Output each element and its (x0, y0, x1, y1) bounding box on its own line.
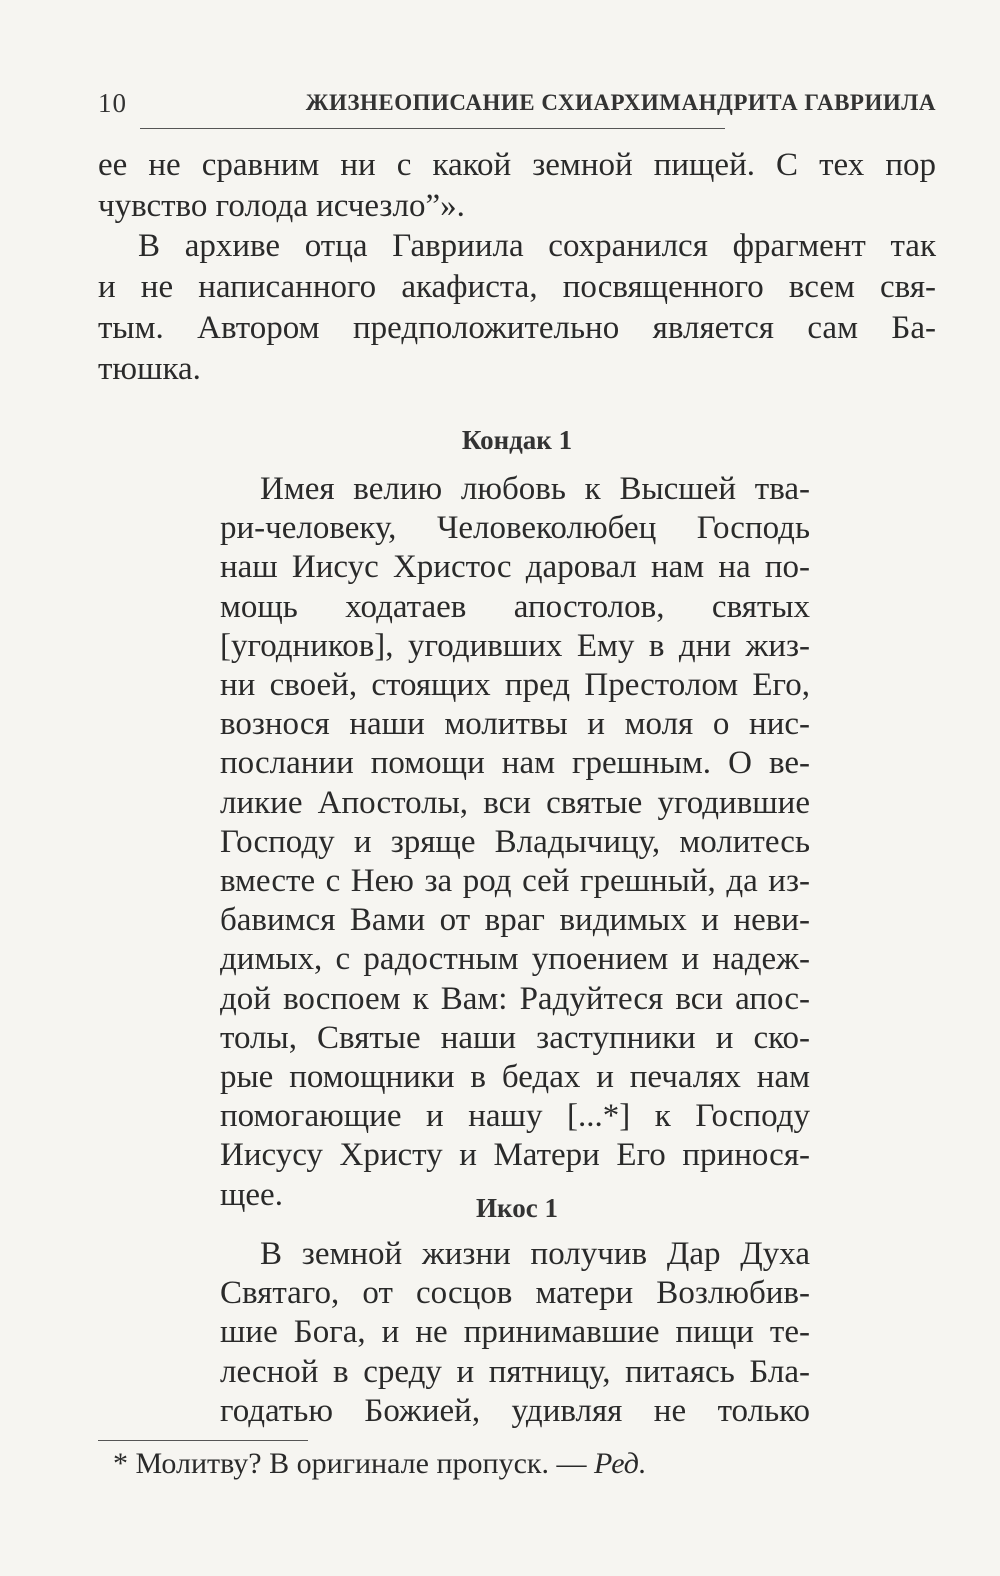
verse-line: щее. (220, 1176, 283, 1213)
footnote-text: * Молитву? В оригинале пропуск. — (113, 1447, 594, 1480)
verse-line: В земной жизни получив Дар Духа (260, 1236, 810, 1272)
verse-line: вознося наши молитвы и моля о нис- (220, 706, 810, 743)
verse-line: ни своей, стоящих пред Престолом Его, (220, 667, 810, 704)
text-line: ее не сравним ни с какой земной пищей. С тех пор (98, 147, 936, 183)
page-header (98, 88, 936, 128)
ikos-text (220, 1235, 810, 1431)
text-line: тюшка. (98, 351, 201, 387)
verse-line: Святаго, от сосцов матери Возлюбив- (220, 1275, 810, 1312)
running-head: ЖИЗНЕОПИСАНИЕ СХИАРХИМАНДРИТА ГАВРИИЛА (305, 90, 936, 115)
footnote (113, 1447, 646, 1481)
header-rule (140, 128, 725, 129)
text-line: В архиве отца Гавриила сохранился фрагмент так (138, 228, 936, 264)
verse-line: димых, с радостным упоением и надеж- (220, 941, 810, 978)
ikos-title: Икос 1 (476, 1193, 558, 1223)
intro-paragraph-2 (98, 226, 936, 390)
verse-line: ри-человеку, Человеколюбец Господь (220, 510, 810, 547)
verse-line: Господу и зряще Владычицу, молитесь (220, 823, 810, 860)
verse-line: Имея велию любовь к Высшей тва- (260, 471, 810, 507)
text-line: тым. Автором предположительно является сам Ба- (98, 310, 936, 346)
verse-line: наш Иисус Христос даровал нам на по- (220, 549, 810, 586)
verse-line: [угодников], угодивших Ему в дни жиз- (220, 627, 810, 664)
verse-line: дой воспоем к Вам: Радуйтеся вси апос- (220, 980, 810, 1017)
verse-line: годатью Божией, удивляя не только (220, 1392, 810, 1429)
kondak-text (220, 470, 810, 1215)
text-line: и не написанного акафиста, посвященного всем свя- (98, 269, 936, 305)
verse-line: лесной в среду и пятницу, питаясь Бла- (220, 1353, 810, 1390)
verse-line: Иисусу Христу и Матери Его принося- (220, 1137, 810, 1174)
verse-line: мощь ходатаев апостолов, святых (220, 588, 810, 625)
verse-line: вместе с Нею за род сей грешный, да из- (220, 863, 810, 900)
intro-paragraph-1 (98, 145, 936, 227)
kondak-title: Кондак 1 (461, 425, 573, 455)
verse-line: толы, Святые наши заступники и ско- (220, 1019, 810, 1056)
verse-line: бавимся Вами от враг видимых и неви- (220, 902, 810, 939)
text-line: чувство голода исчезло”». (98, 188, 465, 224)
verse-line: рые помощники в бедах и печалях нам (220, 1059, 810, 1096)
verse-line: помогающие и нашу [...*] к Господу (220, 1098, 810, 1135)
verse-line: послании помощи нам грешным. О ве- (220, 745, 810, 782)
footnote-editor-mark: Ред. (593, 1447, 647, 1480)
page-number: 10 (98, 88, 127, 118)
verse-line: ликие Апостолы, вси святые угодившие (220, 784, 810, 821)
footnote-rule (98, 1440, 308, 1441)
verse-line: шие Бога, и не принимавшие пищи те- (220, 1314, 810, 1351)
